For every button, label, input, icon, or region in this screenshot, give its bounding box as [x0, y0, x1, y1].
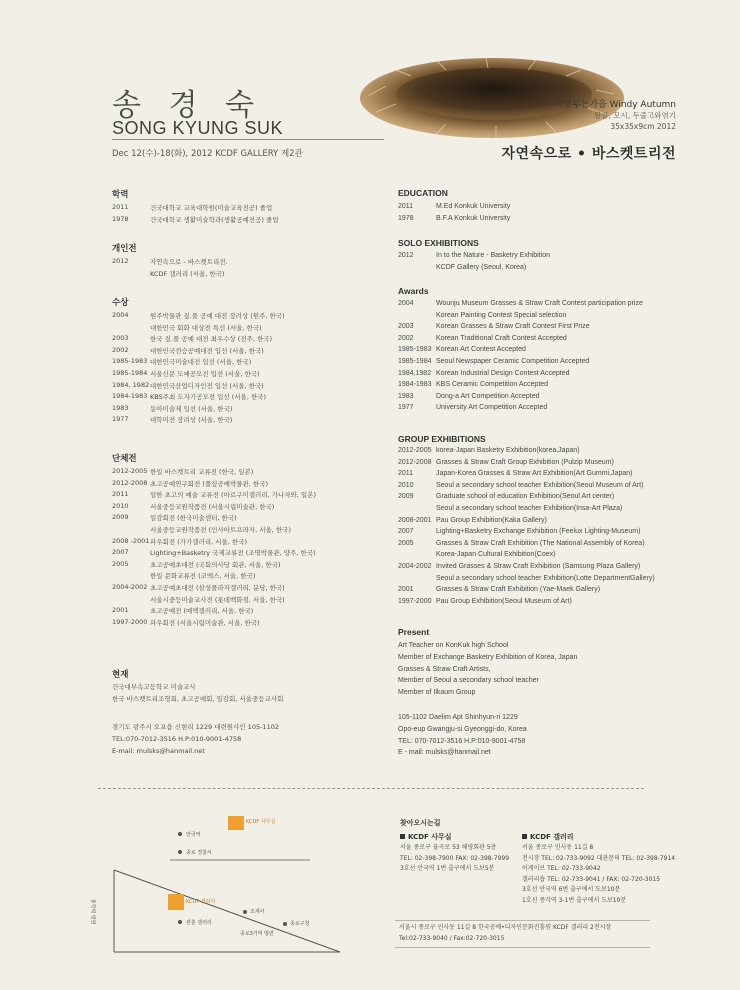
phone-kr: TEL:070-7012-3516 H.P:010-9001-4758 [112, 734, 242, 743]
map-label: 종로 경찰서 [186, 850, 212, 856]
list-item: 2011 건국대학교 교육대학원(미술교육전공) 졸업 [112, 203, 273, 212]
awards-list-kr [112, 311, 382, 427]
phone-en: TEL: 070-7012-3516 H.P:010-9001-4758 [398, 737, 526, 745]
present-list-en [398, 640, 577, 699]
map-label: 조계사 [250, 909, 265, 915]
list-item: 2003 Korean Grasses & Straw Craft Contest First Prize [398, 323, 590, 331]
present-heading-kr: 현재 [112, 670, 129, 680]
work-material: 왕골, 모시, 두줄고와엮기 [594, 111, 676, 120]
list-item: 2004 Wounju Museum Grasses & Straw Craft Contest participation prize [398, 300, 643, 307]
list-item: 2002 대한민국전승공예대전 입선 (서울, 한국) [112, 345, 264, 355]
list-item: 2003 한국 짚.풀 공예 대전 최우수상 (전주, 한국) [112, 334, 273, 344]
list-item: 1985-1983 Korean Art Contest Accepted [398, 346, 526, 354]
list-item: Member of Exchange Basketry Exhibition of Korea, Japan [398, 653, 578, 661]
present-list-kr [112, 682, 283, 706]
awards-heading-en: Awards [398, 286, 429, 296]
map-label: 종로3가역 방면 [240, 931, 274, 937]
gallery-heading: KCDF 갤러리 [522, 832, 574, 842]
map-label: 관훈 갤러리 [186, 920, 212, 926]
list-item: 1978 B.F.A Konkuk University [398, 214, 511, 222]
list-item: 1977 대학미전 장려상 (서울, 한국) [112, 415, 233, 425]
present-heading-en: Present [398, 627, 430, 637]
list-item: 2012 자연속으로 - 바스켓트리전. [112, 257, 228, 266]
group-list-en [398, 447, 673, 609]
list-item: 2009 Graduate school of education Exhibition(Seoul Art center) [398, 493, 615, 501]
list-item: Member of Ilkaum Group [398, 689, 476, 697]
list-item: 한국 바스켓트리조형회, 초고공예회, 일감회, 서울중등교사회 [112, 694, 284, 703]
list-item: 2004-2002 초고공예초대전 (삼성플라자갤러리, 분당, 한국) [112, 582, 285, 592]
list-item: 2011 M.Ed Konkuk University [398, 203, 511, 210]
education-list-en [398, 203, 658, 226]
solo-heading-en: SOLO EXHIBITIONS [398, 238, 479, 248]
gallery-info: 서울 종로구 인사동 11길 8 전시장 TEL: 02-733-9092 대관문의 TEL: 02-398-7914 어케이브 TEL: 02-733-9042 갤러리숍 TEL: 02-733-9041 / FAX: 02-720-3015 3호선 안국역 6번 출구에서 도보10분 1호선 종각역 3-1번 출구에서 도보10분 [522, 844, 676, 904]
list-item: 2002 Korean Traditional Craft Contest Accepted [398, 334, 567, 342]
list-item: 1983 Dong-a Art Competition Accepted [398, 392, 540, 400]
list-item: 2009 일감회전 (한국미술센터, 한국) [112, 513, 237, 523]
gallery-map-label: KCDF 갤러리 [186, 899, 216, 905]
list-item: 1984,1982 Korean Industrial Design Contest Accepted [398, 369, 570, 377]
list-item: 2010 Seoul a secondary school teacher Exhibition(Seoul Museum of Art) [398, 481, 644, 489]
directions-title: 찾아오시는길 [400, 819, 441, 827]
list-item: 1985-1984 Seoul Newspaper Ceramic Competition Accepted [398, 357, 590, 365]
venue-phone: Tel:02-733-9040 / Fax:02-720-3015 [399, 934, 505, 942]
list-item: Korean Painting Contest Special selection [436, 311, 567, 319]
list-item: KCDF 갤러리 (서울, 한국) [150, 269, 225, 278]
list-item: 2004-2002 Invited Grasses & Straw Craft Exhibition (Samsung Plaza Gallery) [398, 562, 641, 570]
map-label: 종로구청 [290, 921, 310, 927]
list-item: 1997-2000 Pau Group Exhibition(Seoul Museum of Art) [398, 597, 572, 605]
artist-name-korean: 송 경 숙 [112, 88, 264, 123]
list-item: 2005 Grasses & Straw Craft Exhibition (The National Assembly of Korea) [398, 539, 645, 547]
list-item: 2008 -2001 파우회전 (가가갤러리, 서울, 한국) [112, 536, 248, 546]
venue-footer [395, 920, 650, 948]
list-item: 1997-2000 파우회전 (서울시립미술관, 서울, 한국) [112, 617, 260, 627]
list-item: 2007 Lighting+Basketry Exchange Exhibition (Feelux Lighting-Museum) [398, 528, 641, 536]
list-item: 2001 Grasses & Straw Craft Exhibition (Yae-Maek Gallery) [398, 586, 601, 594]
address-kr: 경기도 광주시 오포읍 신현리 1229 대련원샤인 105-1102 [112, 723, 279, 731]
map-lines [110, 812, 350, 958]
venue-address: 서울시 종로구 인사동 11길 8 한국공예•디자인문화진흥원 KCDF 갤러리 2전시장 [399, 924, 612, 931]
map-label: 안국역 [186, 832, 201, 838]
list-item: 2011 Japan-Korea Grasses & Straw Art Exhibition(Art Gummi,Japan) [398, 470, 633, 478]
work-meta [594, 110, 676, 132]
contact-en [398, 712, 527, 759]
list-item: 서울시중등미술교사전 (롯데백화점, 서울, 한국) [150, 595, 285, 604]
contact-kr [112, 722, 279, 757]
education-heading-en: EDUCATION [398, 188, 448, 198]
header-divider [112, 139, 384, 140]
exhibition-dates: Dec 12(수)-18(화), 2012 KCDF GALLERY 제2관 [112, 149, 303, 159]
map-label: 종각역 방면 [89, 898, 96, 925]
square-bullet-icon [400, 834, 405, 839]
list-item: 서울중등교원작품전 (인사아트프라자, 서울, 한국) [150, 525, 291, 534]
education-list-kr [112, 203, 382, 226]
gallery-marker [168, 894, 184, 910]
exhibition-title: 자연속으로 • 바스켓트리전 [501, 146, 676, 162]
list-item: 2012-2008 초고공예연구회전 (풀짚공예박물관, 한국) [112, 478, 269, 488]
list-item: 1984-1983 KBS Ceramic Competition Accepted [398, 381, 549, 389]
list-item: 1985-1983 대한민국미술대전 입선 (서울, 한국) [112, 357, 252, 367]
office-marker [228, 816, 244, 830]
list-item: 건국대부속고등학교 미술교사 [112, 683, 196, 691]
list-item: 1984, 1982 대한민국산업디자인전 입선 (서울, 한국) [112, 380, 264, 390]
group-list-kr [112, 467, 382, 629]
email-kr: E-mail: mulsks@hanmail.net [112, 746, 205, 755]
list-item: 2012-2005 한일 바스켓트리 교류전 (한국, 일본) [112, 467, 254, 476]
group-heading-kr: 단체전 [112, 454, 137, 464]
list-item: 1985-1984 서울신문 도예공모전 입선 (서울, 한국) [112, 368, 260, 378]
list-item: KCDF Gallery (Seoul, Korea) [436, 263, 527, 271]
list-item: Grasses & Straw Craft Artists, [398, 665, 491, 673]
list-item: 한일 문화교류전 (코엑스, 서울, 한국) [150, 572, 256, 581]
list-item: 2008-2001 Pau Group Exhibition(Kaka Gallery) [398, 516, 547, 524]
office-map-label: KCDF 사무실 [246, 819, 276, 825]
footer-divider [98, 788, 644, 789]
basket-artwork-image [356, 46, 628, 142]
list-item: 2005 초고공예초대전 (국회의사당 회관, 서울, 한국) [112, 559, 281, 569]
location-map [89, 812, 350, 958]
list-item: 1984-1983 KBS주최 도자기공모전 입선 (서울, 한국) [112, 392, 267, 402]
list-item: 2010 서울중등교원작품전 (서울시립미술관, 한국) [112, 501, 275, 511]
address-line-1: 105-1102 Daelim Apt Shinhyun-ri 1229 [398, 714, 518, 721]
artist-name-english: SONG KYUNG SUK [112, 118, 284, 138]
group-heading-en: GROUP EXHIBITIONS [398, 434, 486, 444]
list-item: Seoul a secondary school teacher Exhibition(Lotte DepartmentGallery) [436, 574, 655, 582]
work-title: 바람부는가을 Windy Autumn [554, 100, 676, 110]
solo-heading-kr: 개인전 [112, 244, 137, 254]
awards-heading-kr: 수상 [112, 298, 129, 308]
address-line-2: Opo-eup Gwangju-si Gyeonggi-do, Korea [398, 725, 527, 733]
list-item: Seoul a secondary school teacher Exhibition(Insa-Art Plaza) [436, 504, 623, 512]
list-item: 2007 Lighting+Basketry 국제교류전 (조명박물관, 양주, 한국) [112, 548, 316, 558]
list-item: 2012 In to the Nature - Basketry Exhibition [398, 252, 550, 259]
office-info: 서울 종로구 율곡로 53 해영회관 5층 TEL: 02-398-7900 FAX: 02-398-7999 3호선 안국역 1번 출구에서 도보5분 [400, 844, 510, 872]
list-item: 2004 원주박물관 짚.풀 공예 대전 장려상 (원주, 한국) [112, 311, 285, 320]
email-en: E - mail: mulsks@hanmail.net [398, 749, 491, 757]
list-item: 2001 초고공예전 (예맥갤러리, 서울, 한국) [112, 606, 254, 616]
list-item: Korea-Japan Cultural Exhibition(Coex) [436, 551, 556, 559]
solo-list-en [398, 252, 658, 275]
work-size: 35x35x9cm 2012 [610, 122, 676, 131]
list-item: 1977 University Art Competition Accepted [398, 404, 548, 412]
list-item: 2012-2008 Grasses & Straw Craft Group Exhibition (Pulzip Museum) [398, 458, 614, 466]
list-item: 대한민국 회화 대상전 특선 (서울, 한국) [150, 323, 262, 332]
list-item: 2011 일한 초고의 예술 교류전 (아르구미갤러리, 가나자와, 일본) [112, 490, 317, 500]
awards-list-en [398, 300, 668, 416]
list-item: 1983 동아미술제 입선 (서울, 한국) [112, 403, 233, 413]
list-item: 1978 건국대학교 생활미술학과(생활공예전공) 졸업 [112, 214, 279, 224]
square-bullet-icon [522, 834, 527, 839]
list-item: Art Teacher on KonKuk high School [398, 642, 509, 649]
office-heading: KCDF 사무실 [400, 832, 452, 842]
list-item: Member of Seoul a secondary school teacher [398, 677, 539, 685]
education-heading-kr: 학력 [112, 190, 129, 200]
solo-list-kr [112, 257, 382, 280]
list-item: 2012-2005 korea-Japan Basketry Exhibition(korea,Japan) [398, 447, 580, 454]
